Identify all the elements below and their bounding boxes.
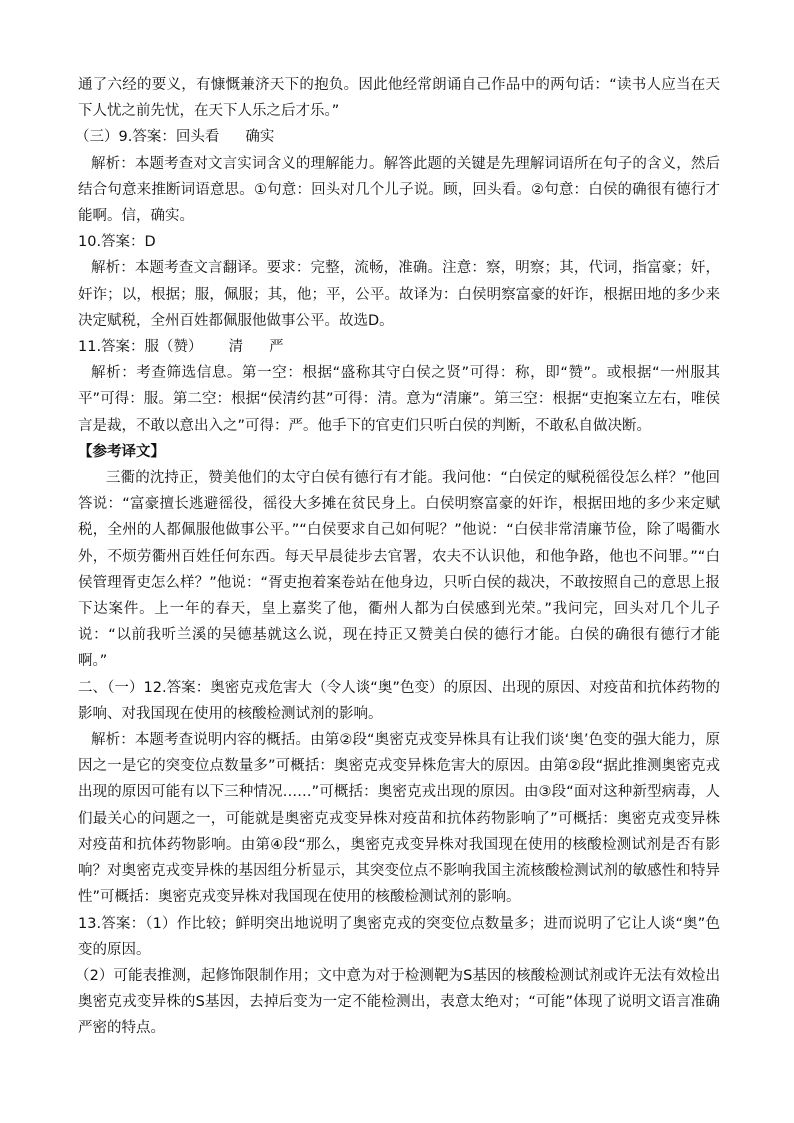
- q10-answer: 10.答案：D: [78, 234, 156, 251]
- q9-answer-line: [75, 124, 720, 150]
- q11-answer-line: [78, 334, 720, 360]
- paragraph-continuation: 通了六经的要义，有慷慨兼济天下的抱负。因此他经常朗诵自己作品中的两句话：“读书人应当在天下人忧之前先忧，在天下人乐之后才乐。”: [78, 77, 720, 120]
- q11-answer-second: 清: [228, 339, 244, 356]
- q11-answer-prefix: 11.答案：服（赞）: [78, 339, 203, 356]
- q9-answer-prefix: （三）9.答案：回头看: [75, 129, 220, 146]
- q9-analysis: 解析：本题考查对文言实词含义的理解能力。解答此题的关键是先理解词语所在句子的含义，然后结合句意来推断词语意思。①句意：回头对几个儿子说。顾，回头看。②句意：白侯的确很有德行才能啊。信，确实。: [78, 155, 720, 225]
- q12-answer: 二、（一）12.答案：奥密克戎危害大（令人谈“奥”色变）的原因、出现的原因、对疫苗和抗体药物的影响、对我国现在使用的核酸检测试剂的影响。: [78, 679, 720, 722]
- reference-translation-heading: 【参考译文】: [78, 443, 165, 460]
- q11-analysis: 解析：考查筛选信息。第一空：根据“盛称其守白侯之贤”可得：称，即“赞”。或根据“一州服其平”可得：服。第二空：根据“侯清约甚”可得：清。意为“清廉”。第三空：根据“吏抱案立左右，唯侯言是裁，不敢以意出入之”可得：严。他手下的官吏们只听白侯的判断，不敢私自做决断。: [78, 365, 720, 434]
- q10-analysis: 解析：本题考查文言翻译。要求：完整，流畅，准确。注意：察，明察；其，代词，指富豪；奸，奸诈；以，根据；服，佩服；其，他；平，公平。故译为：白侯明察富豪的奸诈，根据田地的多少来决定赋税，全州百姓都佩服他做事公平。故选D。: [78, 260, 720, 329]
- answer-content: [75, 72, 720, 1042]
- q13-part2: （2）可能表推测，起修饰限制作用；文中意为对于检测靶为S基因的核酸检测试剂或许无法有效检出奥密克戎变异株的S基因，去掉后变为一定不能检测出，表意太绝对；“可能”体现了说明文语言准确严密的特点。: [75, 967, 720, 1037]
- q11-answer-third: 严: [269, 339, 284, 356]
- reference-translation: 三衢的沈持正，赞美他们的太守白侯有德行有才能。我问他：“白侯定的赋税徭役怎么样？”他回答说：“富豪擅长逃避徭役，徭役大多摊在贫民身上。白侯明察富豪的奸诈，根据田地的多少来定赋税，全州的人都佩服他做事公平。”“白侯要求自己如何呢？”他说：“白侯非常清廉节俭，除了喝衢水外，不烦劳衢州百姓任何东西。每天早晨徒步去官署，农夫不认识他，和他争路，他也不问罪。”“白侯管理胥吏怎么样？”他说：“胥吏抱着案卷站在他身边，只听白侯的裁决，不敢按照自己的意思上报下达案件。上一年的春天，皇上嘉奖了他，衢州人都为白侯感到光荣。”我问完，回头对几个儿子说：“以前我听兰溪的吴德基就这么说，现在持正又赞美白侯的德行才能。白侯的确很有德行才能啊。”: [78, 470, 720, 670]
- q13-answer: 13.答案：（1）作比较；鲜明突出地说明了奥密克戎的突变位点数量多；进而说明了它让人谈“奥”色变的原因。: [78, 915, 720, 958]
- q12-analysis: 解析：本题考查说明内容的概括。由第②段“奥密克戎变异株具有让我们谈‘奥’色变的强大能力，原因之一是它的突变位点数量多”可概括：奥密克戎变异株危害大的原因。由第②段“据此推测奥密克戎出现的原因可能有以下三种情况……”可概括：奥密克戎出现的原因。由③段“面对这种新型病毒，人们最关心的问题之一，可能就是奥密克戎变异株对疫苗和抗体药物影响了”可概括：奥密克戎变异株对疫苗和抗体药物影响。由第④段“那么，奥密克戎变异株对我国现在使用的核酸检测试剂是否有影响？对奥密克戎变异株的基因组分析显示，其突变位点不影响我国主流核酸检测试剂的敏感性和特异性”可概括：奥密克戎变异株对我国现在使用的核酸检测试剂的影响。: [78, 732, 720, 906]
- q9-answer-second: 确实: [245, 129, 275, 146]
